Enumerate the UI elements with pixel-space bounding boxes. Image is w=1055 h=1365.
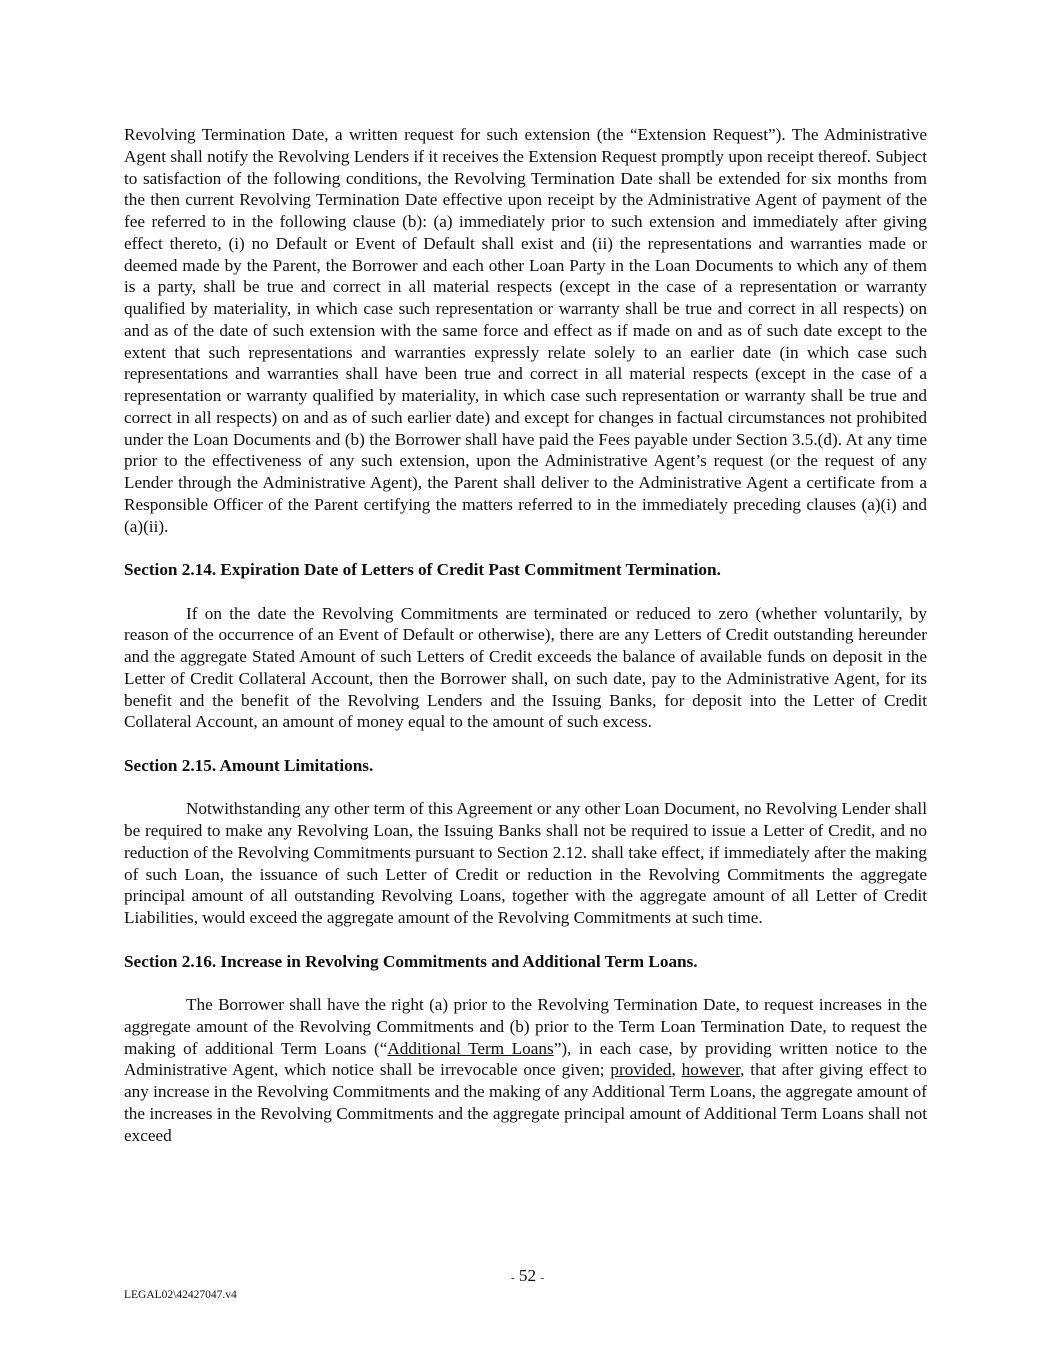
section-2-15-body: Notwithstanding any other term of this Agreement or any other Loan Document, no Revolving Lender shall be required to make any Revolving Loan, the Issuing Banks shall not be required to issue a Letter of Credit, and no reduction of the Revolving Commitments pursuant to Section 2.12. shall take effect, if immediately after the making of such Loan, the issuance of such Letter of Credit or reduction in the Revolving Commitments the aggregate principal amount of all outstanding Revolving Loans, together with the aggregate amount of all Letter of Credit Liabilities, would exceed the aggregate amount of the Revolving Commitments at such time. — [124, 799, 927, 927]
page-number — [0, 1266, 1055, 1286]
body-text: , that after giving effect to any increase in the Revolving Commitments and the making of any Additional Term Loans, the aggregate amount of the increases in the Revolving Commitments and the aggregate principal amount of Additional Term Loans shall not exceed — [124, 1060, 927, 1145]
document-page — [124, 124, 927, 1146]
page-dash-left: - — [510, 1272, 515, 1284]
section-2-14-heading: Section 2.14. Expiration Date of Letters of Credit Past Commitment Termination. — [124, 560, 721, 579]
body-text: , — [671, 1060, 682, 1080]
page-number-value: 52 — [518, 1266, 537, 1285]
body-text: The Borrower shall have the right (a) prior to the Revolving Termination Date, to request increases in the aggregate amount of the Revolving Commitments and (b) prior to the Term Loan Termination Date, to request the making of additional Term Loans (“ — [124, 995, 927, 1058]
defined-term-additional-term-loans: Additional Term Loans — [387, 1038, 554, 1058]
body-text: ”), in each case, by providing written notice to the Administrative Agent, which notice shall be irrevocable once given; — [124, 1038, 927, 1080]
term-however: however — [681, 1060, 741, 1080]
section-2-14-body: If on the date the Revolving Commitments are terminated or reduced to zero (whether voluntarily, by reason of the occurrence of an Event of Default or otherwise), there are any Letters of Credit outstanding hereunder and the aggregate Stated Amount of such Letters of Credit exceeds the balance of available funds on deposit in the Letter of Credit Collateral Account, then the Borrower shall, on such date, pay to the Administrative Agent, for its benefit and the benefit of the Revolving Lenders and the Issuing Banks, for deposit into the Letter of Credit Collateral Account, an amount of money equal to the amount of such excess. — [124, 603, 927, 732]
term-provided: provided — [610, 1060, 672, 1080]
page-dash-right: - — [540, 1272, 545, 1284]
continuation-paragraph: Revolving Termination Date, a written request for such extension (the “Extension Request”). The Administrative Agent shall notify the Revolving Lenders if it receives the Extension Request promptly upon receipt thereof. Subject to satisfaction of the following conditions, the Revolving Termination Date shall be extended for six months from the then current Revolving Termination Date effective upon receipt by the Administrative Agent of payment of the fee referred to in the following clause (b): (a) immediately prior to such extension and immediately after giving effect thereto, (i) no Default or Event of Default shall exist and (ii) the representations and warranties made or deemed made by the Parent, the Borrower and each other Loan Party in the Loan Documents to which any of them is a party, shall be true and correct in all material respects (except in the case of a representation or warranty qualified by materiality, in which case such representation or warranty shall be true and correct in all respects) on and as of the date of such extension with the same force and effect as if made on and as of such date except to the extent that such representations and warranties expressly relate solely to an earlier date (in which case such representations and warranties shall have been true and correct in all material respects (except in the case of a representation or warranty qualified by materiality, in which case such representation or warranty shall be true and correct in all respects) on and as of such earlier date) and except for changes in factual circumstances not prohibited under the Loan Documents and (b) the Borrower shall have paid the Fees payable under Section 3.5.(d). At any time prior to the effectiveness of any such extension, upon the Administrative Agent’s request (or the request of any Lender through the Administrative Agent), the Parent shall deliver to the Administrative Agent a certificate from a Responsible Officer of the Parent certifying the matters referred to in the immediately preceding clauses (a)(i) and (a)(ii). — [124, 125, 927, 536]
section-2-16-body — [124, 994, 927, 1146]
document-id: LEGAL02\42427047.v4 — [124, 1289, 237, 1301]
section-2-15-heading: Section 2.15. Amount Limitations. — [124, 755, 374, 775]
section-2-16-heading: Section 2.16. Increase in Revolving Commitments and Additional Term Loans. — [124, 951, 698, 971]
